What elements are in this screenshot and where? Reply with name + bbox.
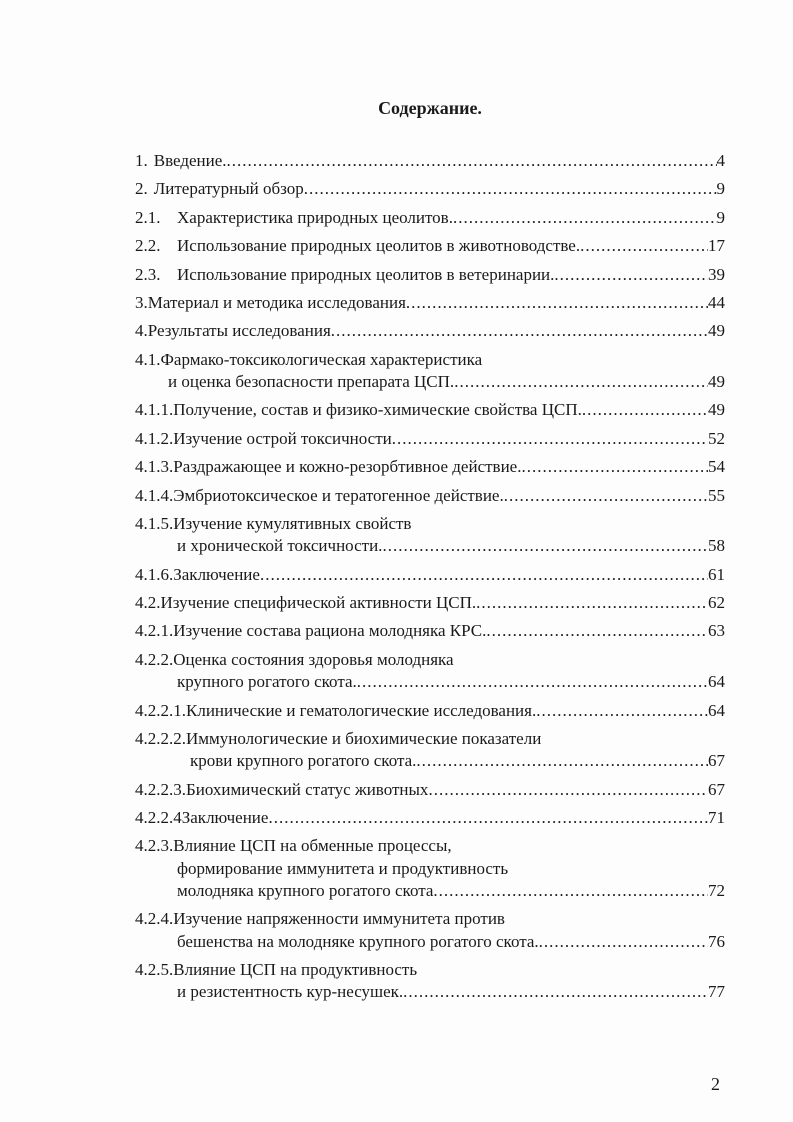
- toc-entry-page: 76: [708, 931, 725, 951]
- toc-entry-title: и оценка безопасности препарата ЦСП.: [168, 372, 455, 392]
- toc-entry-title: Раздражающее и кожно-резорбтивное действие.: [173, 457, 522, 477]
- toc-entry-page: 67: [708, 779, 725, 799]
- toc-entry[interactable]: [135, 592, 725, 614]
- toc-entry[interactable]: [135, 807, 725, 829]
- toc-entry-line: [135, 700, 725, 722]
- toc-entry-title: Характеристика природных цеолитов.: [177, 207, 453, 227]
- toc-entry[interactable]: [135, 779, 725, 801]
- toc-entry-page: 49: [708, 321, 725, 341]
- toc-entry[interactable]: [135, 649, 725, 694]
- toc-entry-line: [135, 592, 725, 614]
- toc-entry-title: Материал и методика исследования: [147, 292, 406, 312]
- toc-entry-page: 64: [708, 672, 725, 692]
- dot-leader: [403, 981, 708, 1003]
- toc-entry-line: [135, 981, 725, 1003]
- toc-entry-title: Использование природных цеолитов в животноводстве.: [177, 236, 581, 256]
- toc-entry-page: 49: [708, 372, 725, 392]
- toc-entry[interactable]: [135, 728, 725, 773]
- toc-entry-number: 2.2.: [135, 236, 161, 256]
- dot-leader: [392, 428, 708, 450]
- toc-entry-title: Изучение специфической активности ЦСП.: [160, 593, 477, 613]
- toc-entry[interactable]: [135, 264, 725, 286]
- toc-entry-number: 2.: [135, 179, 148, 199]
- dot-leader: [416, 750, 708, 772]
- dot-leader: [539, 931, 708, 953]
- toc-entry-page: 52: [708, 428, 725, 448]
- table-of-contents: [135, 150, 725, 1010]
- toc-entry-line: [135, 513, 725, 535]
- toc-entry[interactable]: [135, 235, 725, 257]
- dot-leader: [260, 564, 708, 586]
- toc-entry-title: крупного рогатого скота.: [177, 672, 357, 692]
- dot-leader: [406, 292, 708, 314]
- toc-entry-line: [135, 349, 725, 371]
- toc-entry-page: 63: [708, 621, 725, 641]
- toc-entry-line: [135, 620, 725, 642]
- toc-entry-title: молодняка крупного рогатого скота: [177, 880, 434, 900]
- toc-entry-line: [135, 485, 725, 507]
- toc-entry-page: 64: [708, 700, 725, 720]
- toc-entry-number: 4.2.2.2.: [135, 728, 186, 748]
- toc-entry-page: 61: [708, 564, 725, 584]
- dot-leader: [486, 620, 708, 642]
- toc-entry-number: 4.2.2.1.: [135, 700, 186, 720]
- toc-entry-title: Заключение: [181, 808, 269, 827]
- toc-entry[interactable]: [135, 620, 725, 642]
- toc-entry-line: [135, 264, 725, 286]
- toc-entry-line: [135, 728, 725, 750]
- toc-entry-line: [135, 535, 725, 557]
- toc-entry-line: [135, 931, 725, 953]
- dot-leader: [521, 456, 708, 478]
- toc-entry-number: 4.2.: [135, 593, 161, 613]
- toc-entry[interactable]: [135, 456, 725, 478]
- toc-entry-title: и хронической токсичности.: [177, 536, 383, 556]
- page-number: 2: [711, 1074, 720, 1094]
- toc-entry-title: Фармако-токсикологическая характеристика: [160, 349, 483, 369]
- toc-entry-line: [135, 835, 725, 857]
- toc-entry-page: 44: [708, 292, 725, 312]
- dot-leader: [304, 178, 717, 200]
- toc-entry-line: [135, 750, 725, 772]
- toc-entry-page: 67: [708, 751, 725, 771]
- toc-entry[interactable]: [135, 428, 725, 450]
- toc-entry-title: Изучение состава рациона молодняка КРС.: [173, 621, 487, 641]
- toc-entry-title: Биохимический статус животных: [186, 779, 429, 799]
- toc-entry-number: 4.1.6.: [135, 564, 174, 584]
- dot-leader: [227, 150, 717, 172]
- toc-entry-title: Заключение: [173, 564, 260, 584]
- toc-entry-page: 17: [708, 236, 725, 256]
- toc-entry-title: Литературный обзор: [153, 179, 304, 199]
- toc-entry-number: 4.: [135, 321, 148, 341]
- toc-entry-title: Иммунологические и биохимические показатели: [186, 728, 542, 748]
- dot-leader: [382, 535, 708, 557]
- toc-entry-title: Получение, состав и физико-химические свойства ЦСП.: [173, 400, 582, 420]
- toc-entry-number: 4.2.5.: [135, 960, 174, 980]
- toc-entry-number: 4.1.4.: [135, 485, 174, 505]
- toc-entry[interactable]: [135, 150, 725, 172]
- toc-entry-title: бешенства на молодняке крупного рогатого скота.: [177, 931, 539, 951]
- toc-entry-title: формирование иммунитета и продуктивность: [177, 858, 509, 878]
- toc-entry-title: Клинические и гематологические исследования.: [186, 700, 537, 720]
- toc-entry-page: 77: [708, 982, 725, 1002]
- toc-entry[interactable]: [135, 207, 725, 229]
- toc-entry-line: [135, 235, 725, 257]
- toc-entry-line: [135, 807, 725, 829]
- toc-entry-number: 2.3.: [135, 264, 161, 284]
- dot-leader: [453, 207, 717, 229]
- toc-entry-number: 4.1.3.: [135, 457, 174, 477]
- dot-leader: [357, 671, 708, 693]
- toc-entry[interactable]: [135, 399, 725, 421]
- toc-entry-line: [135, 456, 725, 478]
- toc-entry-number: 4.2.2.3.: [135, 779, 186, 799]
- toc-entry-title: Изучение напряженности иммунитета против: [173, 909, 505, 929]
- toc-entry-title: Изучение кумулятивных свойств: [173, 513, 412, 533]
- toc-entry-title: и резистентность кур-несушек.: [177, 982, 404, 1002]
- toc-entry[interactable]: [135, 700, 725, 722]
- toc-entry[interactable]: [135, 485, 725, 507]
- toc-entry-page: 39: [708, 264, 725, 284]
- toc-entry-number: 1.: [135, 151, 148, 170]
- toc-entry-line: [135, 178, 725, 200]
- dot-leader: [536, 700, 708, 722]
- toc-entry-line: [135, 671, 725, 693]
- toc-entry-page: 58: [708, 536, 725, 556]
- toc-entry-number: 4.1.5.: [135, 513, 174, 533]
- toc-entry-title: Оценка состояния здоровья молодняка: [173, 649, 454, 669]
- toc-entry[interactable]: [135, 513, 725, 558]
- toc-entry-line: [135, 649, 725, 671]
- toc-entry-number: 4.1.: [135, 349, 161, 369]
- dot-leader: [554, 264, 708, 286]
- dot-leader: [504, 485, 708, 507]
- toc-entry[interactable]: [135, 349, 725, 394]
- toc-entry-page: 4: [716, 151, 725, 170]
- dot-leader: [582, 399, 708, 421]
- toc-entry[interactable]: [135, 835, 725, 902]
- toc-entry-number: 4.2.3.: [135, 836, 174, 856]
- toc-entry-line: [135, 292, 725, 314]
- toc-entry[interactable]: [135, 908, 725, 953]
- dot-leader: [268, 807, 708, 829]
- toc-entry-line: [135, 779, 725, 801]
- toc-entry-line: [135, 371, 725, 393]
- toc-entry-number: 4.1.2.: [135, 428, 174, 448]
- toc-entry-line: [135, 428, 725, 450]
- toc-entry[interactable]: [135, 959, 725, 1004]
- toc-entry-line: [135, 880, 725, 902]
- toc-entry-number: 4.2.2.4: [135, 808, 182, 827]
- toc-entry-page: 49: [708, 400, 725, 420]
- toc-entry-page: 9: [716, 207, 725, 227]
- toc-entry-line: [135, 908, 725, 930]
- dot-leader: [428, 779, 708, 801]
- toc-entry-title: Влияние ЦСП на продуктивность: [173, 960, 418, 980]
- toc-entry-line: [135, 959, 725, 981]
- toc-entry[interactable]: [135, 320, 725, 342]
- toc-entry-number: 4.2.4.: [135, 909, 174, 929]
- toc-entry-line: [135, 320, 725, 342]
- dot-leader: [454, 371, 708, 393]
- toc-entry-line: [135, 858, 725, 880]
- dot-leader: [476, 592, 708, 614]
- toc-entry[interactable]: [135, 178, 725, 200]
- toc-entry[interactable]: [135, 292, 725, 314]
- toc-entry-line: [135, 564, 725, 586]
- toc-entry-line: [135, 399, 725, 421]
- toc-entry-title: Результаты исследования: [147, 321, 331, 341]
- toc-entry-title: Введение.: [153, 151, 227, 170]
- toc-entry-number: 4.2.1.: [135, 621, 174, 641]
- dot-leader: [580, 235, 708, 257]
- toc-entry-title: крови крупного рогатого скота.: [190, 751, 417, 771]
- toc-entry-number: 4.1.1.: [135, 400, 174, 420]
- toc-entry-page: 62: [708, 593, 725, 613]
- toc-entry-page: 9: [716, 179, 725, 199]
- toc-entry[interactable]: [135, 564, 725, 586]
- toc-entry-page: 71: [708, 808, 725, 827]
- dot-leader: [331, 320, 708, 342]
- toc-entry-title: Эмбриотоксическое и тератогенное действие.: [173, 485, 504, 505]
- toc-entry-page: 54: [708, 457, 725, 477]
- toc-entry-number: 4.2.2.: [135, 649, 174, 669]
- toc-entry-number: 3.: [135, 292, 148, 312]
- toc-entry-title: Изучение острой токсичности: [173, 428, 392, 448]
- toc-entry-number: 2.1.: [135, 207, 161, 227]
- toc-entry-line: [135, 207, 725, 229]
- dot-leader: [433, 880, 708, 902]
- toc-entry-title: Влияние ЦСП на обменные процессы,: [173, 836, 452, 856]
- toc-entry-line: [135, 150, 725, 172]
- page-title: Содержание.: [378, 98, 482, 118]
- toc-entry-page: 55: [708, 485, 725, 505]
- toc-entry-page: 72: [708, 880, 725, 900]
- toc-entry-title: Использование природных цеолитов в ветеринарии.: [177, 264, 555, 284]
